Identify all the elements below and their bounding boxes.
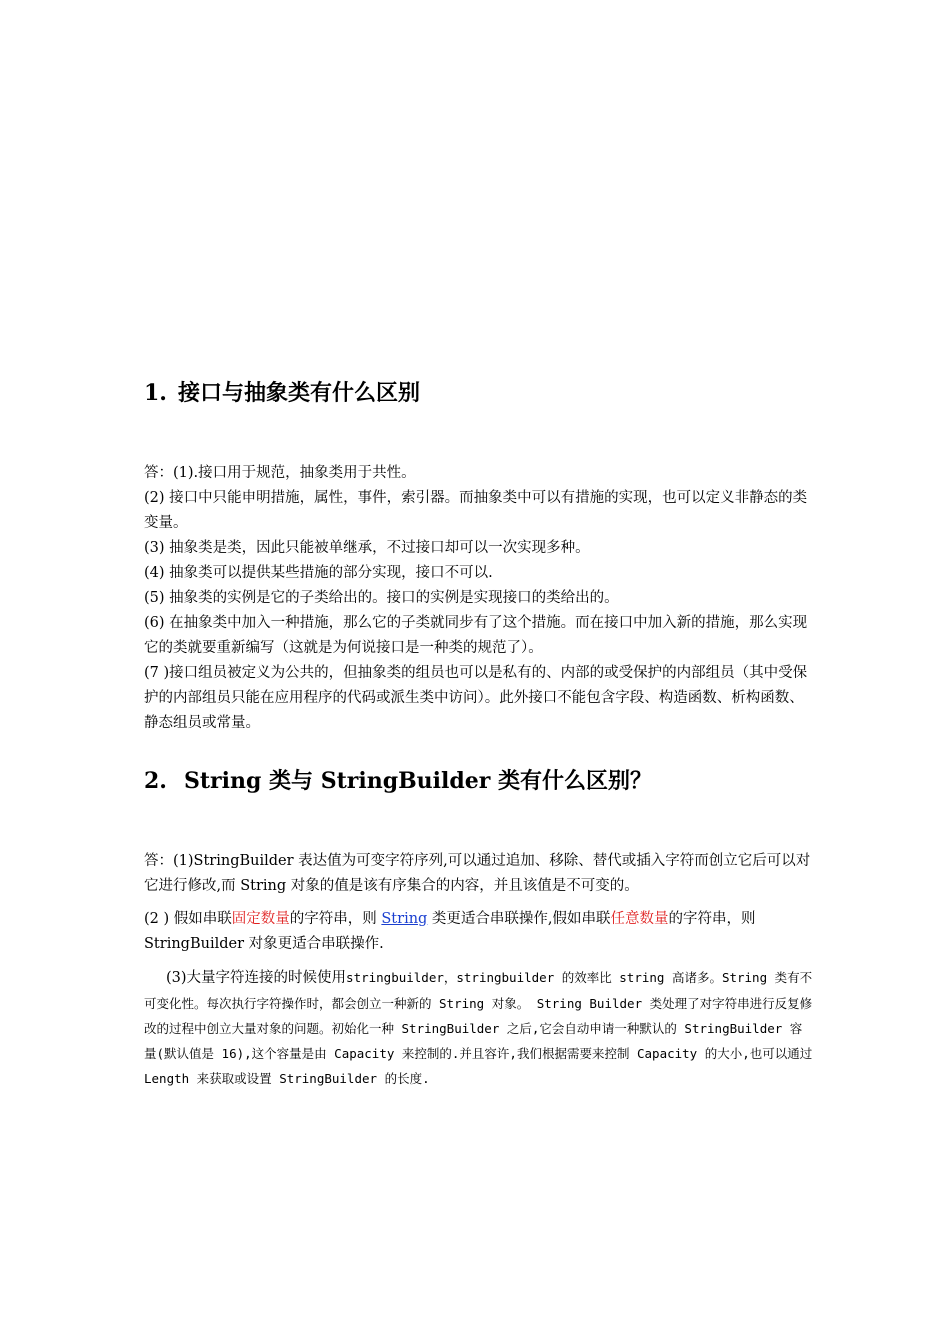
answer-1-line-7: (7 )接口组员被定义为公共的，但抽象类的组员也可以是私有的、内部的或受保护的内部组员（其中受保护的内部组员只能在应用程序的代码或派生类中访问）。此外接口不能包含字段、构造函数、析构函数、静态组员或常量。 <box>144 665 808 731</box>
answer-2-line-2-text-d: 的字符串，则 StringBuilder 对象更适合串联操作. <box>144 911 756 952</box>
fixed-count-highlight: 固定数量 <box>231 911 290 927</box>
answer-2-line-1: 答：(1)StringBuilder 表达值为可变字符序列,可以通过追加、移除、替代或插入字符而创立它后可以对它进行修改,而 String 对象的值是该有序集合的内容，并且该值是不可变的。 <box>144 853 811 894</box>
answer-1-line-1: 答：(1).接口用于规范，抽象类用于共性。 <box>144 465 416 481</box>
section-2-number: 2. <box>144 768 167 794</box>
string-link[interactable]: String <box>381 911 428 927</box>
answer-2-line-2 <box>144 907 812 957</box>
section-2-title: String 类与 StringBuilder 类有什么区别？ <box>184 768 653 794</box>
section-2-heading <box>144 766 652 796</box>
answer-2-line-2-text-b: 的字符串，则 <box>289 911 382 927</box>
answer-2-line-2-text-a: (2 ) 假如串联 <box>144 911 232 927</box>
answer-1-line-2: (2) 接口中只能申明措施，属性，事件，索引器。而抽象类中可以有措施的实现，也可以定义非静态的类变量。 <box>144 490 808 531</box>
answer-1-line-4: (4) 抽象类可以提供某些措施的部分实现，接口不可以. <box>144 565 493 581</box>
section-1-title: 接口与抽象类有什么区别 <box>178 380 421 406</box>
answer-2-line-2-text-c: 类更适合串联操作,假如串联 <box>427 911 611 927</box>
section-1-number: 1. <box>144 380 167 406</box>
answer-1-line-3: (3) 抽象类是类，因此只能被单继承，不过接口却可以一次实现多种。 <box>144 540 590 556</box>
arbitrary-count-highlight: 任意数量 <box>610 911 669 927</box>
answer-2-line-3 <box>144 965 814 1091</box>
section-1-heading <box>144 378 420 408</box>
answer-2-line-3-lead: (3)大量字符连接的时候使用 <box>166 970 347 986</box>
answer-1-line-6: (6) 在抽象类中加入一种措施，那么它的子类就同步有了这个措施。而在接口中加入新的措施，那么实现它的类就要重新编写（这就是为何说接口是一种类的规范了）。 <box>144 615 808 656</box>
answer-1-line-5: (5) 抽象类的实例是它的子类给出的。接口的实例是实现接口的类给出的。 <box>144 590 619 606</box>
answer-2-line-3-body: stringbuilder，stringbuilder 的效率比 string 高诸多。String 类有不可变化性。每次执行字符操作时，都会创立一种新的 String 对象。 String Builder 类处理了对字符串进行反复修改的过程中创立大量对象的问题。初始化一种 StringBuilder 之后,它会自动申请一种默认的 StringBuilder 容量(默认值是 16),这个容量是由 Capacity 来控制的.并且容许,我们根据需要来控制 Capacity 的大小,也可以通过 Length 来获取或设置 StringBuilder 的长度. <box>144 970 813 1086</box>
